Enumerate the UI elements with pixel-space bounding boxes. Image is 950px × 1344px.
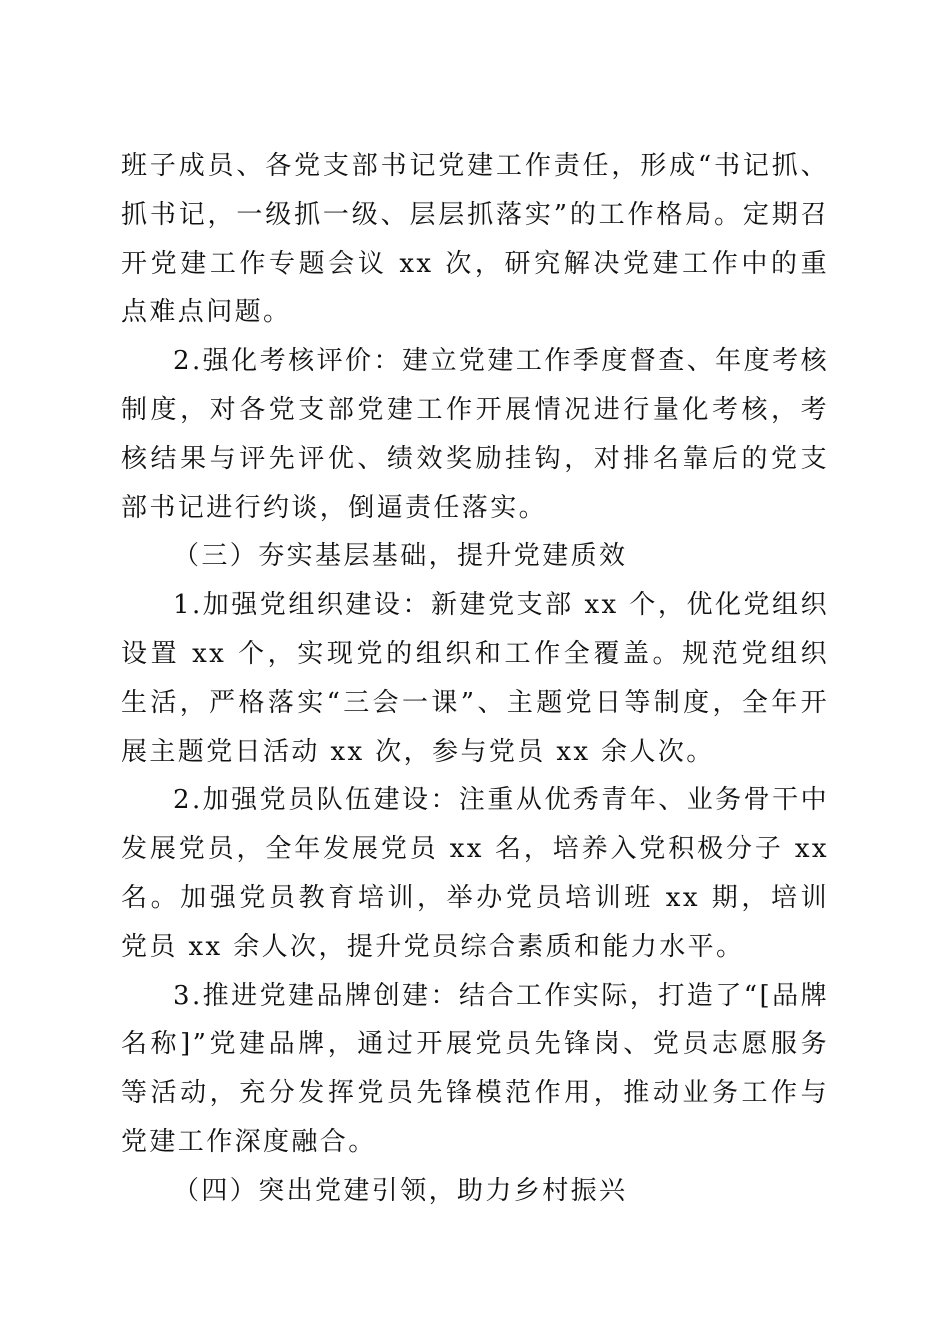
document-body bbox=[121, 142, 829, 1216]
paragraph-responsibility-continued: 班子成员、各党支部书记党建工作责任，形成“书记抓、抓书记，一级抓一级、层层抓落实”的工作格局。定期召开党建工作专题会议 xx 次，研究解决党建工作中的重点难点问题。 bbox=[121, 151, 829, 328]
paragraph-assessment: 2.强化考核评价：建立党建工作季度督查、年度考核制度，对各党支部党建工作开展情况进行量化考核，考核结果与评先评优、绩效奖励挂钩，对排名靠后的党支部书记进行约谈，倒逼责任落实。 bbox=[121, 346, 829, 523]
paragraph-member-building: 2.加强党员队伍建设：注重从优秀青年、业务骨干中发展党员，全年发展党员 xx 名，培养入党积极分子 xx 名。加强党员教育培训，举办党员培训班 xx 期，培训党员 xx 余人次，提升党员综合素质和能力水平。 bbox=[121, 785, 829, 962]
paragraph-brand-building: 3.推进党建品牌创建：结合工作实际，打造了“[品牌名称]”党建品牌，通过开展党员先锋岗、党员志愿服务等活动，充分发挥党员先锋模范作用，推动业务工作与党建工作深度融合。 bbox=[121, 980, 829, 1157]
paragraph-organization-building: 1.加强党组织建设：新建党支部 xx 个，优化党组织设置 xx 个，实现党的组织和工作全覆盖。规范党组织生活，严格落实“三会一课”、主题党日等制度，全年开展主题党日活动 xx 次，参与党员 xx 余人次。 bbox=[121, 590, 829, 767]
section-heading-4: （四）突出党建引领，助力乡村振兴 bbox=[173, 1175, 628, 1206]
section-heading-3: （三）夯实基层基础，提升党建质效 bbox=[173, 541, 628, 572]
